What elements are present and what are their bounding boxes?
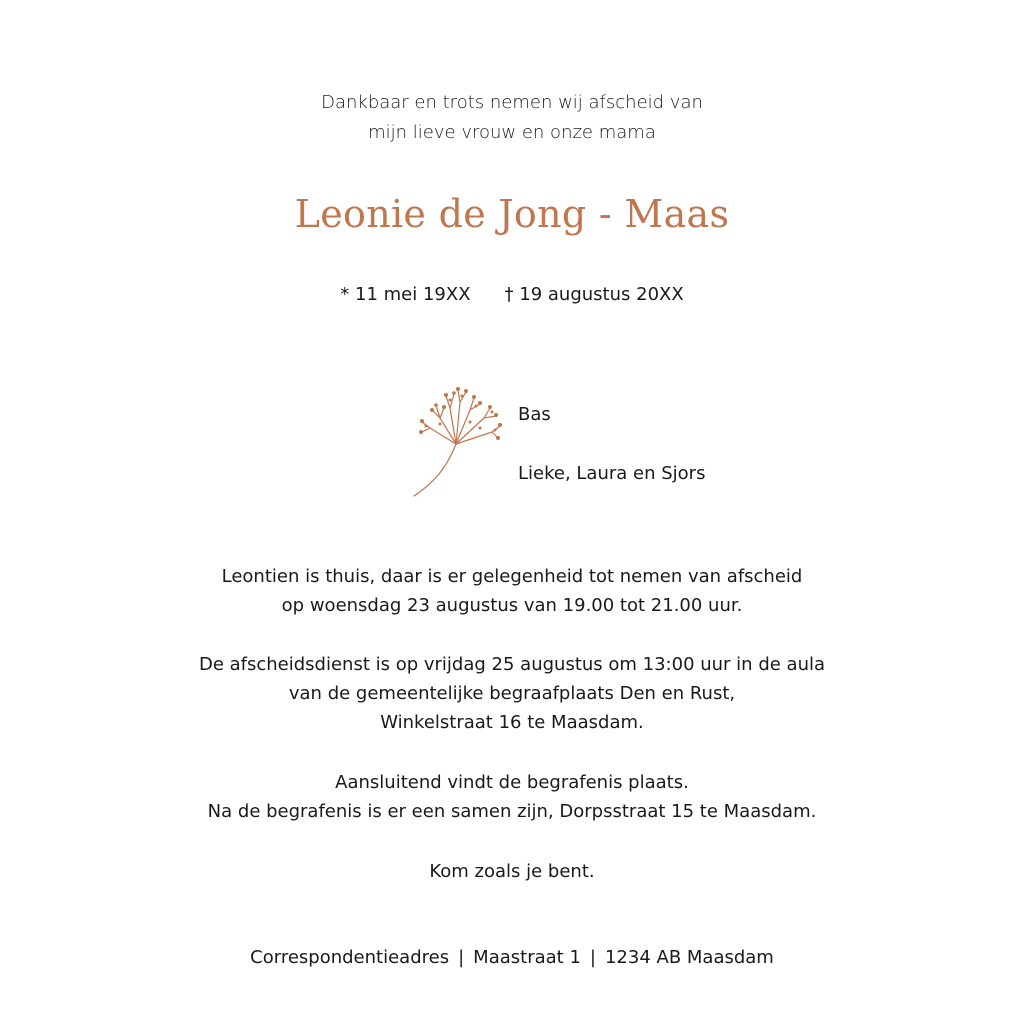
deceased-name: Leonie de Jong - Maas	[294, 192, 730, 236]
family-line-2: Lieke, Laura en Sjors	[518, 463, 706, 484]
service-paragraph	[0, 650, 1024, 737]
intro-line-2: mijn lieve vrouw en onze mama	[368, 122, 656, 143]
visitation-paragraph	[0, 562, 1024, 620]
paragraph-line: van de gemeentelijke begraafplaats Den en Rust,	[288, 683, 736, 704]
burial-paragraph	[0, 768, 1024, 826]
life-dates	[0, 284, 1024, 305]
separator: |	[458, 947, 465, 968]
death-date: † 19 augustus 20XX	[504, 284, 684, 305]
paragraph-line: Kom zoals je bent.	[429, 861, 595, 882]
family-line-1: Bas	[518, 404, 551, 425]
paragraph-line: De afscheidsdienst is op vrijdag 25 augustus om 13:00 uur in de aula	[198, 654, 826, 675]
birth-date: * 11 mei 19XX	[340, 284, 471, 305]
address-city: 1234 AB Maasdam	[604, 947, 774, 968]
paragraph-line: Na de begrafenis is er een samen zijn, Dorpsstraat 15 te Maasdam.	[207, 801, 817, 822]
closing-paragraph	[0, 857, 1024, 886]
address-street: Maastraat 1	[473, 947, 581, 968]
correspondence-address	[0, 947, 1024, 968]
paragraph-line: Aansluitend vindt de begrafenis plaats.	[335, 772, 689, 793]
flower-icon	[410, 380, 506, 500]
intro-text	[0, 88, 1024, 148]
paragraph-line: op woensdag 23 augustus van 19.00 tot 21.00 uur.	[281, 595, 743, 616]
address-label: Correspondentieadres	[250, 947, 450, 968]
intro-line-1: Dankbaar en trots nemen wij afscheid van	[321, 92, 703, 113]
paragraph-line: Winkelstraat 16 te Maasdam.	[380, 712, 644, 733]
paragraph-line: Leontien is thuis, daar is er gelegenheid tot nemen van afscheid	[221, 566, 803, 587]
separator: |	[589, 947, 596, 968]
